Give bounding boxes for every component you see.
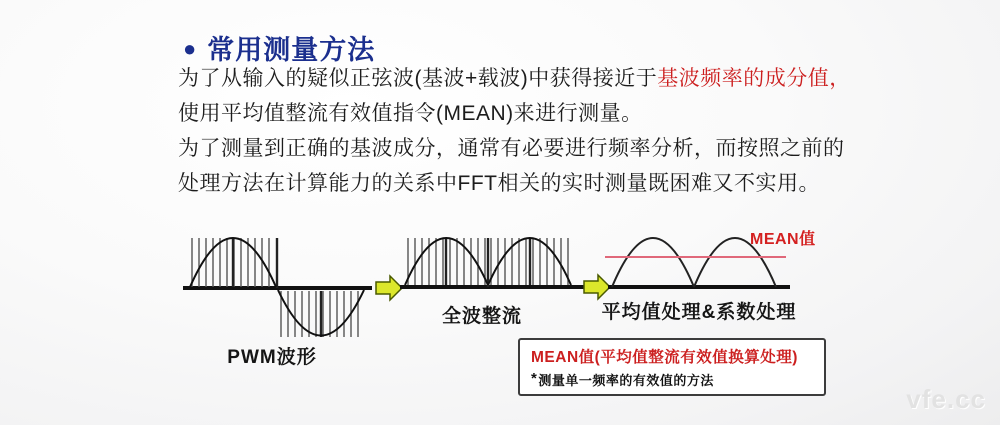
mean-value-label: MEAN值 [750, 231, 816, 248]
rectified-waveform [400, 238, 585, 287]
page-title-text: 常用测量方法 [207, 35, 376, 65]
note-title: MEAN值(平均值整流有效值换算处理) [531, 349, 798, 366]
stage-label-pwm: PWM波形 [227, 347, 317, 368]
text-segment: 为了从输入的疑似正弦波(基波+载波)中获得接近于 [178, 67, 658, 90]
body-text [178, 61, 858, 201]
text-segment-highlight: 基波频率的成分值， [657, 67, 851, 90]
arrow-right-icon [584, 275, 610, 299]
paragraph-line: 处理方法在计算能力的关系中FFT相关的实时测量既困难又不实用。 [178, 172, 820, 195]
stage-label-mean: 平均值处理&系数处理 [601, 302, 797, 323]
paragraph-line: 使用平均值整流有效值指令(MEAN)来进行测量。 [178, 102, 643, 125]
stage-label-rectified: 全波整流 [441, 306, 523, 327]
arrow-right-icon [376, 276, 402, 300]
note-subtitle-text: 测量单一频率的有效值的方法 [538, 373, 714, 388]
mean-note-box [518, 338, 826, 396]
watermark: vfe.cc [906, 384, 986, 414]
bullet-icon: ● [183, 35, 198, 61]
paragraph-line: 为了测量到正确的基波成分，通常有必要进行频率分析，而按照之前的 [178, 137, 845, 160]
footnote-marker: * [531, 370, 538, 387]
note-subtitle [531, 370, 813, 389]
pwm-waveform [183, 238, 372, 337]
paragraph-line [178, 61, 858, 96]
